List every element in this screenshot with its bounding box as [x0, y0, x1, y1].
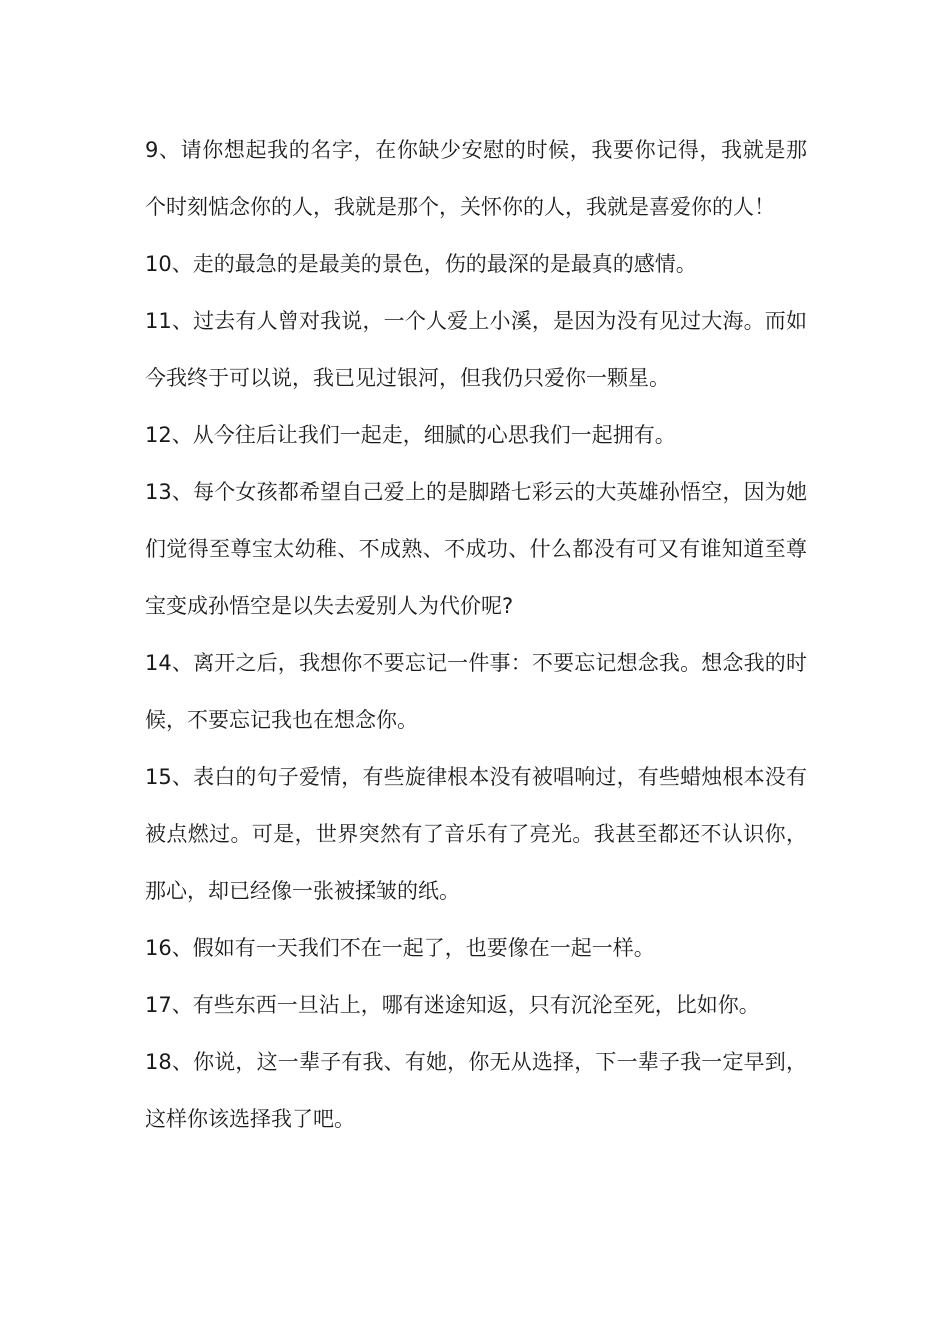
paragraph-9: 9、请你想起我的名字，在你缺少安慰的时候，我要你记得，我就是那个时刻惦念你的人，我就是那个，关怀你的人，我就是喜爱你的人！	[145, 138, 807, 219]
paragraph-17: 17、有些东西一旦沾上，哪有迷途知返，只有沉沦至死，比如你。	[145, 993, 760, 1017]
paragraph-12: 12、从今往后让我们一起走，细腻的心思我们一起拥有。	[145, 423, 676, 447]
paragraph-14: 14、离开之后，我想你不要忘记一件事：不要忘记想念我。想念我的时候，不要忘记我也在想念你。	[145, 651, 807, 732]
paragraph-15: 15、表白的句子爱情，有些旋律根本没有被唱响过，有些蜡烛根本没有被点燃过。可是，世界突然有了音乐有了亮光。我甚至都还不认识你，那心，却已经像一张被揉皱的纸。	[145, 765, 807, 903]
paragraph-18: 18、你说，这一辈子有我、有她，你无从选择，下一辈子我一定早到，这样你该选择我了吧。	[145, 1050, 807, 1131]
paragraph-11: 11、过去有人曾对我说，一个人爱上小溪，是因为没有见过大海。而如今我终于可以说，我已见过银河，但我仍只爱你一颗星。	[145, 309, 807, 390]
paragraph-13: 13、每个女孩都希望自己爱上的是脚踏七彩云的大英雄孙悟空，因为她们觉得至尊宝太幼稚、不成熟、不成功、什么都没有可又有谁知道至尊宝变成孙悟空是以失去爱别人为代价呢?	[145, 480, 807, 618]
paragraph-16: 16、假如有一天我们不在一起了，也要像在一起一样。	[145, 936, 655, 960]
paragraph-10: 10、走的最急的是最美的景色，伤的最深的是最真的感情。	[145, 252, 697, 276]
document-body	[145, 122, 807, 1148]
